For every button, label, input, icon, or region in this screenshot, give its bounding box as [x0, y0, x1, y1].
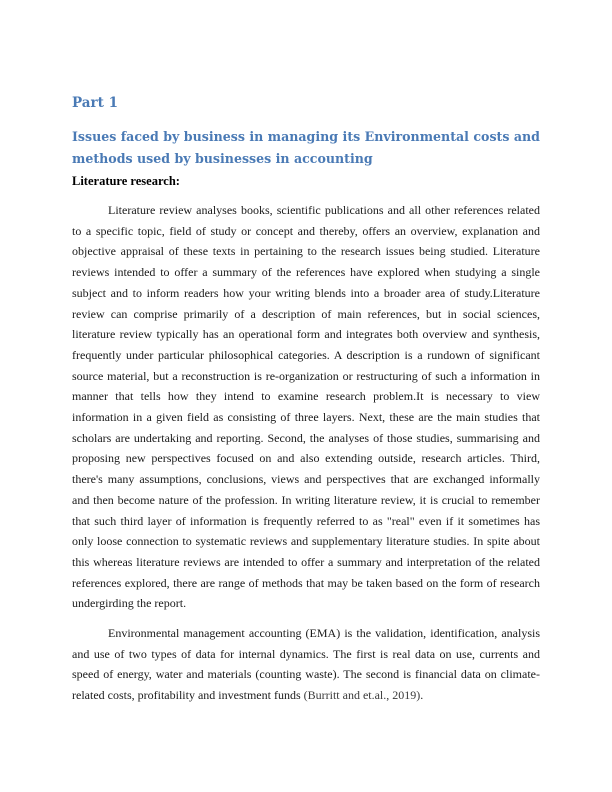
section-title: Issues faced by business in managing its Environmental costs and methods used by businesses in accounting [72, 129, 540, 166]
literature-review-paragraph: Literature review analyses books, scientific publications and all other references related to a specific topic, field of study or concept and thereby, offers an overview, explanation and objective appraisal of these texts in pertaining to the research issues being studied. Literature reviews intended to offer a summary of the references have explored when studying a single subject and to inform readers how your writing blends into a broader area of study.Literature review can comprise primarily of a description of main references, but in social sciences, literature review typically has an operational form and integrates both overview and synthesis, frequently under particular philosophical categories. A description is a rundown of significant source material, but a reconstruction is re-organization or restructuring of such a information in manner that tells how they intend to examine research problem.It is necessary to view information in a given field as consisting of three layers. Next, these are the main studies that scholars are undertaking and reporting. Second, the analyses of those studies, summarising and proposing new perspectives focused on and also extending outside, research articles. Third, there's many assumptions, conclusions, views and perspectives that are exchanged informally and then become nature of the profession. In writing literature review, it is crucial to remember that such third layer of information is frequently referred to as "real" even if it sometimes has only loose connection to systematic reviews and supplementary literature studies. In spite about this whereas literature reviews are intended to offer a summary and interpretation of the related references explored, there are range of methods that may be taken based on the form of research undergirding the report. [72, 203, 540, 611]
part-title: Part 1 [72, 95, 118, 111]
literature-research-heading: Literature research: [72, 174, 180, 188]
ema-paragraph [72, 623, 540, 706]
citation-burritt: (Burritt and et.al., 2019) [303, 688, 421, 703]
ema-paragraph-end: . [420, 688, 424, 703]
document-content [72, 92, 540, 715]
ema-paragraph-text: Environmental management accounting (EMA) is the validation, identification, analysis and use of two types of data for internal dynamics. The first is real data on use, currents and speed of energy, water and materials (counting waste). The second is financial data on climate-related costs, profitability and investment funds [72, 626, 540, 703]
